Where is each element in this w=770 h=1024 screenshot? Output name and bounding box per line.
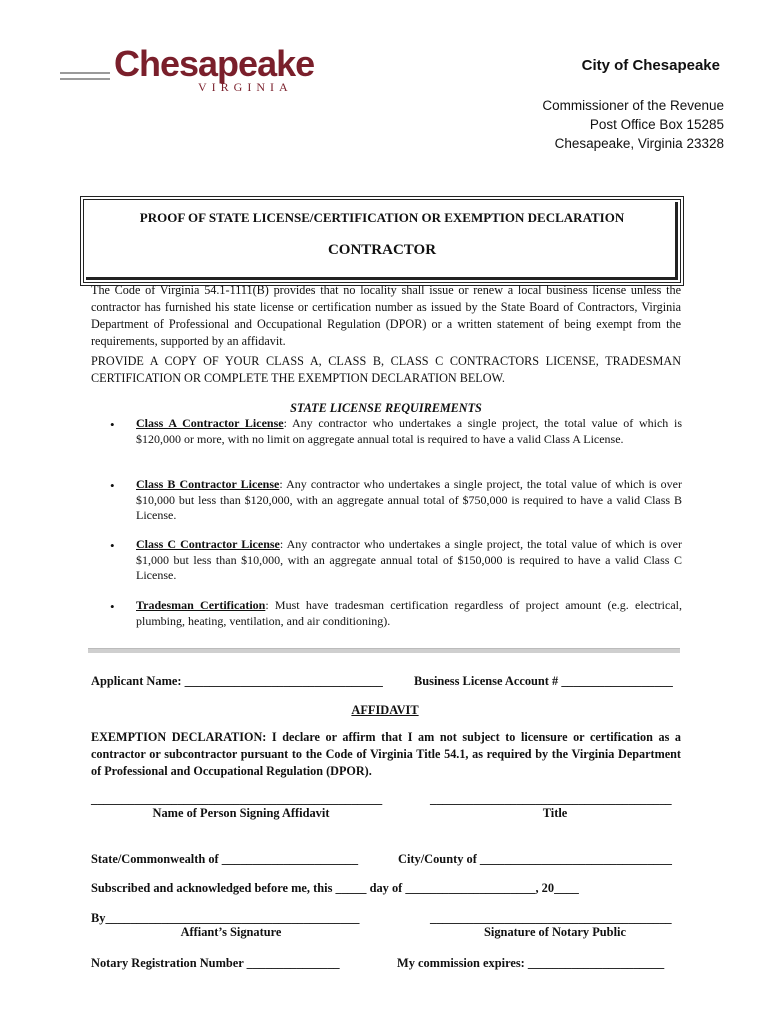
- affiant-signature-line[interactable]: By_________________________________________: [91, 911, 360, 925]
- city-state-zip: Chesapeake, Virginia 23328: [554, 136, 724, 151]
- state-field[interactable]: State/Commonwealth of ______________________: [91, 852, 359, 866]
- provide-instruction: PROVIDE A COPY OF YOUR CLASS A, CLASS B, CLASS C CONTRACTORS LICENSE, TRADESMAN CERTIFICATION OR COMPLETE THE EXEMPTION DECLARATION BELOW.: [91, 354, 681, 385]
- city-name: City of Chesapeake: [581, 57, 720, 74]
- applicant-name-field[interactable]: Applicant Name: ________________________________: [91, 674, 383, 688]
- bullet-icon: •: [110, 599, 115, 614]
- form-subtitle: CONTRACTOR: [327, 242, 437, 258]
- name-label: Name of Person Signing Affidavit: [152, 806, 330, 820]
- name-signature-line[interactable]: _______________________________________________: [91, 792, 383, 806]
- notary-signature-line[interactable]: _______________________________________: [430, 911, 672, 925]
- affiant-label: Affiant’s Signature: [180, 925, 282, 939]
- notary-label: Signature of Notary Public: [484, 925, 626, 939]
- business-account-field[interactable]: Business License Account # __________________: [414, 674, 673, 688]
- bullet-icon: •: [110, 538, 115, 553]
- office-address: [542, 96, 724, 153]
- requirement-class-b: Class B Contractor License: Any contractor who undertakes a single project, the total value of which is over $10,000 but less than $120,000, with an aggregate annual total of $750,000 is required to have a valid Class B License.: [136, 477, 682, 522]
- form-title: PROOF OF STATE LICENSE/CERTIFICATION OR EXEMPTION DECLARATION: [139, 210, 625, 225]
- requirement-tradesman: Tradesman Certification: Must have tradesman certification regardless of project amount (e.g. electrical, plumbing, heating, ventilation, and air conditioning).: [136, 598, 682, 628]
- po-box: Post Office Box 15285: [589, 117, 724, 132]
- intro-paragraph: The Code of Virginia 54.1-1111(B) provides that no locality shall issue or renew a local business license unless the contractor has furnished his state license or certification number as issued by the State Board of Contractors, Virginia Department of Professional and Occupational Regulation (DPOR) or a written statement of being exempt from the requirements, supported by an affidavit.: [91, 283, 681, 348]
- requirement-class-a: Class A Contractor License: Any contractor who undertakes a single project, the total value of which is $120,000 or more, with no limit on aggregate annual total is required to have a valid Class A License.: [136, 416, 682, 446]
- office-name: Commissioner of the Revenue: [542, 98, 724, 113]
- commission-expires-field[interactable]: My commission expires: ______________________: [397, 956, 665, 970]
- subscribed-line[interactable]: Subscribed and acknowledged before me, this _____ day of _____________________, 20____: [91, 881, 579, 895]
- notary-registration-field[interactable]: Notary Registration Number _______________: [91, 956, 340, 970]
- bullet-icon: •: [110, 417, 115, 432]
- title-box: [80, 196, 684, 286]
- requirement-class-c: Class C Contractor License: Any contractor who undertakes a single project, the total value of which is over $1,000 but less than $10,000, with an aggregate annual total of $150,000 is required to have a valid Class C License.: [136, 537, 682, 582]
- title-line[interactable]: _______________________________________: [430, 792, 672, 806]
- section-divider: [88, 648, 680, 653]
- requirements-heading: STATE LICENSE REQUIREMENTS: [290, 401, 482, 415]
- county-field[interactable]: City/County of _______________________________: [398, 852, 672, 866]
- affidavit-heading: AFFIDAVIT: [351, 703, 419, 717]
- bullet-icon: •: [110, 478, 115, 493]
- chesapeake-logo: Chesapeake VIRGINIA: [110, 44, 310, 96]
- exemption-declaration: EXEMPTION DECLARATION: I declare or affirm that I am not subject to licensure or certification as a contractor or subcontractor pursuant to the Code of Virginia Title 54.1, as required by the Virginia Department of Professional and Occupational Regulation (DPOR).: [91, 730, 681, 778]
- title-label: Title: [542, 806, 568, 820]
